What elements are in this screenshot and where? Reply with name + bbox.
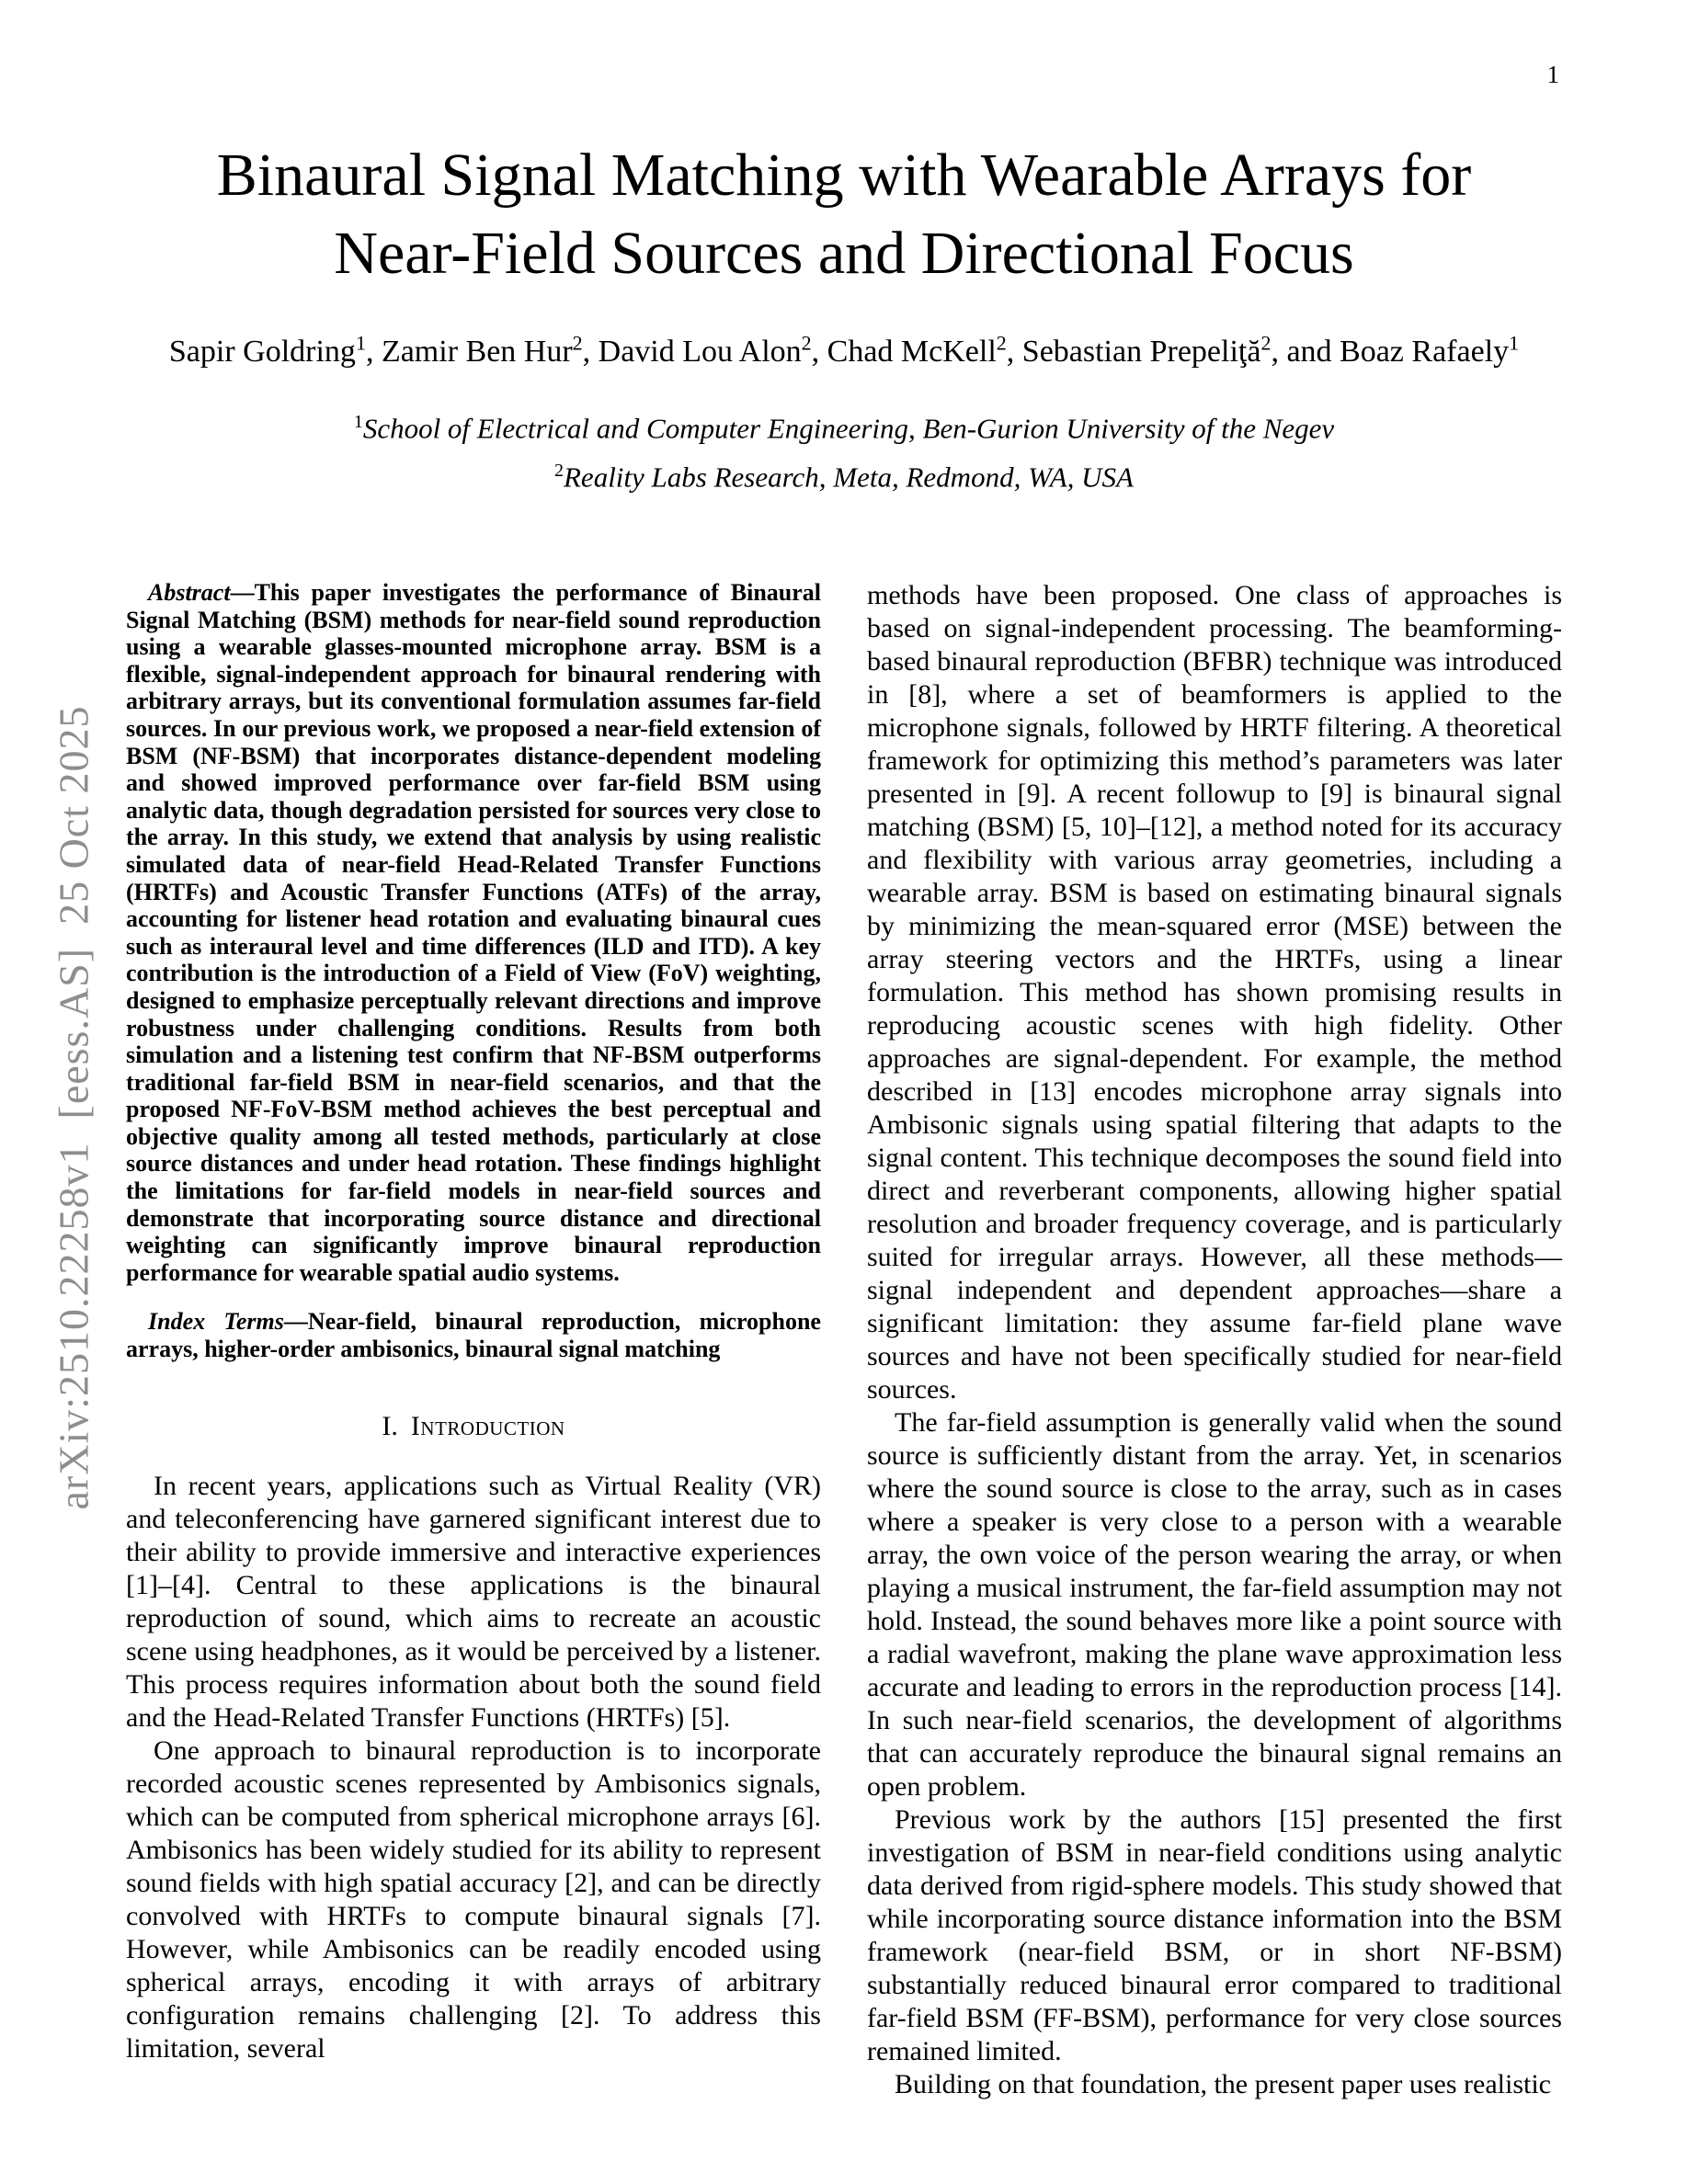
- intro-paragraph-2: One approach to binaural reproduction is to incorporate recorded acoustic scenes represented by Ambisonics signals, which can be computed from spherical microphone arrays [6]. Ambisonics has been widely studied for its ability to represent sound fields with high spatial accuracy [2], and can be directly convolved with HRTFs to compute binaural signals [7]. However, while Ambisonics can be readily encoded using spherical arrays, encoding it with arrays of arbitrary configuration remains challenging [2]. To address this limitation, several: [126, 1735, 821, 2064]
- author-affiliation-mark: 2: [996, 331, 1007, 355]
- right-column: [867, 579, 1562, 2101]
- abstract-text: —This paper investigates the performance of Binaural Signal Matching (BSM) methods for near-field sound reproduction using a wearable glasses-mounted microphone array. BSM is a flexible, signal-independent approach for binaural rendering with arbitrary arrays, but its conventional formulation assumes far-field sources. In our previous work, we proposed a near-field extension of BSM (NF-BSM) that incorporates distance-dependent modeling and showed improved performance over far-field BSM using analytic data, though degradation persisted for sources very close to the array. In this study, we extend that analysis by using realistic simulated data of near-field Head-Related Transfer Functions (HRTFs) and Acoustic Transfer Functions (ATFs) of the array, accounting for listener head rotation and evaluating binaural cues such as interaural level and time differences (ILD and ITD). A key contribution is the introduction of a Field of View (FoV) weighting, designed to emphasize perceptually relevant directions and improve robustness under challenging conditions. Results from both simulation and a listening test confirm that NF-BSM outperforms traditional far-field BSM in near-field scenarios, and that the proposed NF-FoV-BSM method achieves the best perceptual and objective quality among all tested methods, particularly at close source distances and under head rotation. These findings highlight the limitations for far-field models in near-field sources and demonstrate that incorporating source distance and directional weighting can significantly improve binaural reproduction performance for wearable spatial audio systems.: [126, 579, 821, 1286]
- author: Boaz Rafaely$^1$: [1340, 331, 1520, 369]
- affiliations: [0, 401, 1688, 499]
- abstract-label: Abstract: [148, 579, 231, 606]
- left-column: [126, 579, 821, 2101]
- title-line-1: Binaural Signal Matching with Wearable Arrays for: [216, 142, 1472, 209]
- section-heading-introduction: [126, 1411, 821, 1442]
- author: Chad McKell$^2$,: [827, 331, 1022, 369]
- title-line-2: Near-Field Sources and Directional Focus: [334, 220, 1354, 288]
- affiliation-2: $^2$Reality Labs Research, Meta, Redmond, WA, USA: [554, 460, 1134, 494]
- author: Zamir Ben Hur$^2$,: [381, 331, 599, 369]
- index-terms: [126, 1308, 821, 1362]
- index-terms-label: Index Terms: [148, 1308, 284, 1336]
- author-affiliation-mark: 1: [355, 331, 366, 355]
- section-number: I.: [382, 1410, 398, 1441]
- intro-paragraph-2-continued: methods have been proposed. One class of approaches is based on signal-independent processing. The beamforming-based binaural reproduction (BFBR) technique was introduced in [8], where a set of beamformers is applied to the microphone signals, followed by HRTF filtering. A theoretical framework for optimizing this method’s parameters was later presented in [9]. A recent followup to [9] is binaural signal matching (BSM) [5, 10]–[12], a method noted for its accuracy and flexibility with various array geometries, including a wearable array. BSM is based on estimating binaural signals by minimizing the mean-squared error (MSE) between the array steering vectors and the HRTFs, using a linear formulation. This method has shown promising results in reproducing acoustic scenes with high fidelity. Other approaches are signal-dependent. For example, the method described in [13] encodes microphone array signals into Ambisonic signals using spatial filtering that adapts to the signal content. This technique decomposes the sound field into direct and reverberant components, allowing higher spatial resolution and broader frequency coverage, and is particularly suited for irregular arrays. However, all these methods— signal independent and dependent approaches—share a significant limitation: they assume far-field plane wave sources and have not been specifically studied for near-field sources.: [867, 580, 1562, 1405]
- author: David Lou Alon$^2$,: [598, 331, 827, 369]
- author: Sapir Goldring$^1$,: [168, 331, 382, 369]
- arxiv-watermark: arXiv:2510.22258v1 [eess.AS] 25 Oct 2025: [50, 705, 97, 1510]
- intro-paragraph-4: Previous work by the authors [15] presented the first investigation of BSM in near-field conditions using analytic data derived from rigid-sphere models. This study showed that while incorporating source distance information into the BSM framework (near-field BSM, or in short NF-BSM) substantially reduced binaural error compared to traditional far-field BSM (FF-BSM), performance for very close sources remained limited.: [867, 1804, 1562, 2066]
- abstract: [126, 579, 821, 1286]
- page-number: 1: [1546, 61, 1559, 88]
- section-title: Introduction: [410, 1410, 565, 1441]
- author-affiliation-mark: 2: [572, 331, 583, 355]
- intro-paragraph-1: In recent years, applications such as Virtual Reality (VR) and teleconferencing have garnered significant interest due to their ability to provide immersive and interactive experiences [1]–[4]. Central to these applications is the binaural reproduction of sound, which aims to recreate an acoustic scene using headphones, as it would be perceived by a listener. This process requires information about both the sound field and the Head-Related Transfer Functions (HRTFs) [5].: [126, 1470, 821, 1733]
- intro-paragraph-5: Building on that foundation, the present paper uses realistic: [895, 2069, 1551, 2099]
- two-column-body: [126, 579, 1562, 2101]
- affiliation-1: $^1$School of Electrical and Computer Engineering, Ben-Gurion University of the Negev: [353, 411, 1335, 444]
- author: Sebastian Prepeliţă$^2$, and: [1021, 331, 1340, 369]
- paper-title: [0, 136, 1688, 292]
- paper-header: [0, 0, 1688, 498]
- author-line: [0, 331, 1688, 369]
- author-affiliation-mark: 2: [1260, 331, 1272, 355]
- author-affiliation-mark: 2: [801, 331, 812, 355]
- author-affiliation-mark: 1: [1509, 331, 1520, 355]
- intro-paragraph-3: The far-field assumption is generally valid when the sound source is sufficiently distant from the array. Yet, in scenarios where the sound source is close to the array, such as in cases where a speaker is very close to a person with a wearable array, the own voice of the person wearing the array, or when playing a musical instrument, the far-field assumption may not hold. Instead, the sound behaves more like a point source with a radial wavefront, making the plane wave approximation less accurate and leading to errors in the reproduction process [14]. In such near-field scenarios, the development of algorithms that can accurately reproduce the binaural signal remains an open problem.: [867, 1407, 1562, 1802]
- index-terms-text: —Near-field, binaural reproduction, microphone arrays, higher-order ambisonics, binaural signal matching: [126, 1308, 821, 1363]
